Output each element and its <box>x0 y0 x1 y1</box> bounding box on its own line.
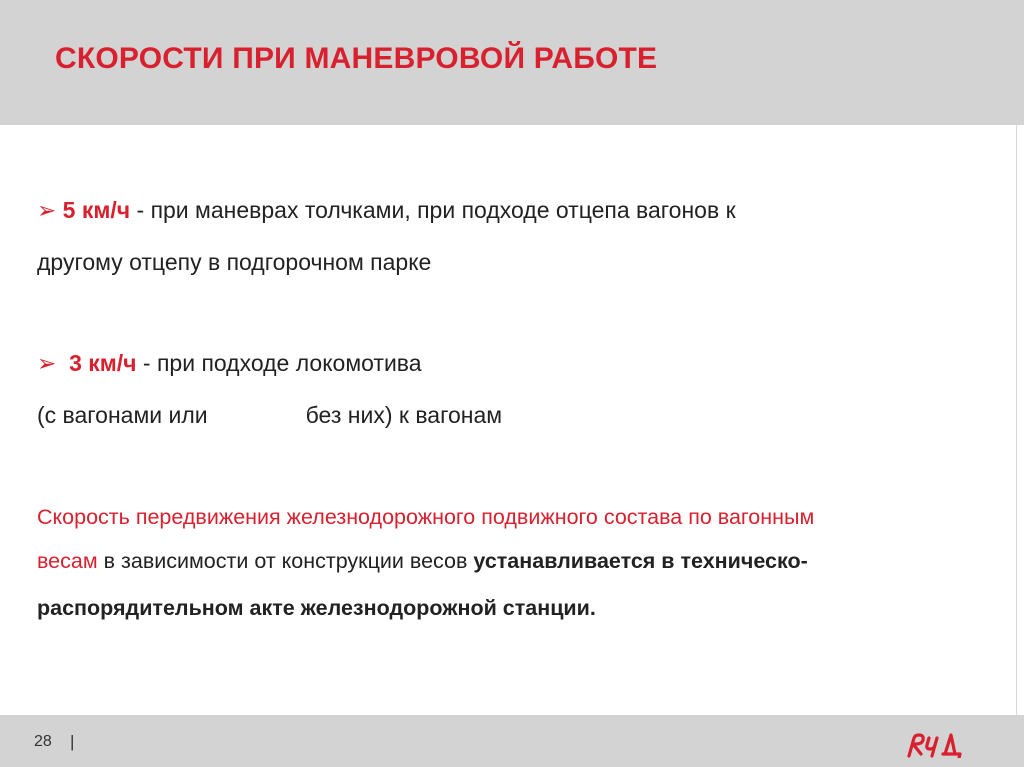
footer-band <box>0 715 1024 767</box>
right-divider <box>1016 125 1017 715</box>
item-2-line-2 <box>37 402 502 429</box>
note-line-1: Скорость передвижения железнодорожного подвижного состава по вагонным <box>37 505 815 529</box>
item-2-text: - при подходе локомотива <box>136 350 422 376</box>
note-bold-fragment: устанавливается в техническо- <box>473 549 808 573</box>
arrow-bullet-icon: ➢ <box>37 197 57 223</box>
item-2-speed: 3 км/ч <box>69 350 137 376</box>
item-1-speed: 5 км/ч <box>62 197 131 223</box>
note-red-fragment: весам <box>37 549 98 573</box>
note-line-2 <box>37 549 808 574</box>
item-2-text-b: без них) к вагонам <box>305 402 503 428</box>
item-1-line-1 <box>37 197 736 224</box>
footer-separator: | <box>70 732 75 751</box>
item-1-text: - при маневрах толчками, при подходе отцепа вагонов к <box>130 197 736 223</box>
slide-title: СКОРОСТИ ПРИ МАНЕВРОВОЙ РАБОТЕ <box>55 42 658 75</box>
page-number: 28 <box>34 733 52 750</box>
note-normal-fragment: в зависимости от конструкции весов <box>97 549 474 573</box>
item-1-line-2: другому отцепу в подгорочном парке <box>37 249 432 275</box>
item-2-line-1 <box>37 350 422 377</box>
note-line-3: распорядительном акте железнодорожной станции. <box>37 596 596 620</box>
header-band <box>0 0 1024 125</box>
rzd-logo-icon <box>905 732 967 758</box>
arrow-bullet-icon: ➢ <box>37 350 57 376</box>
item-2-text-a: (с вагонами или <box>37 402 208 428</box>
